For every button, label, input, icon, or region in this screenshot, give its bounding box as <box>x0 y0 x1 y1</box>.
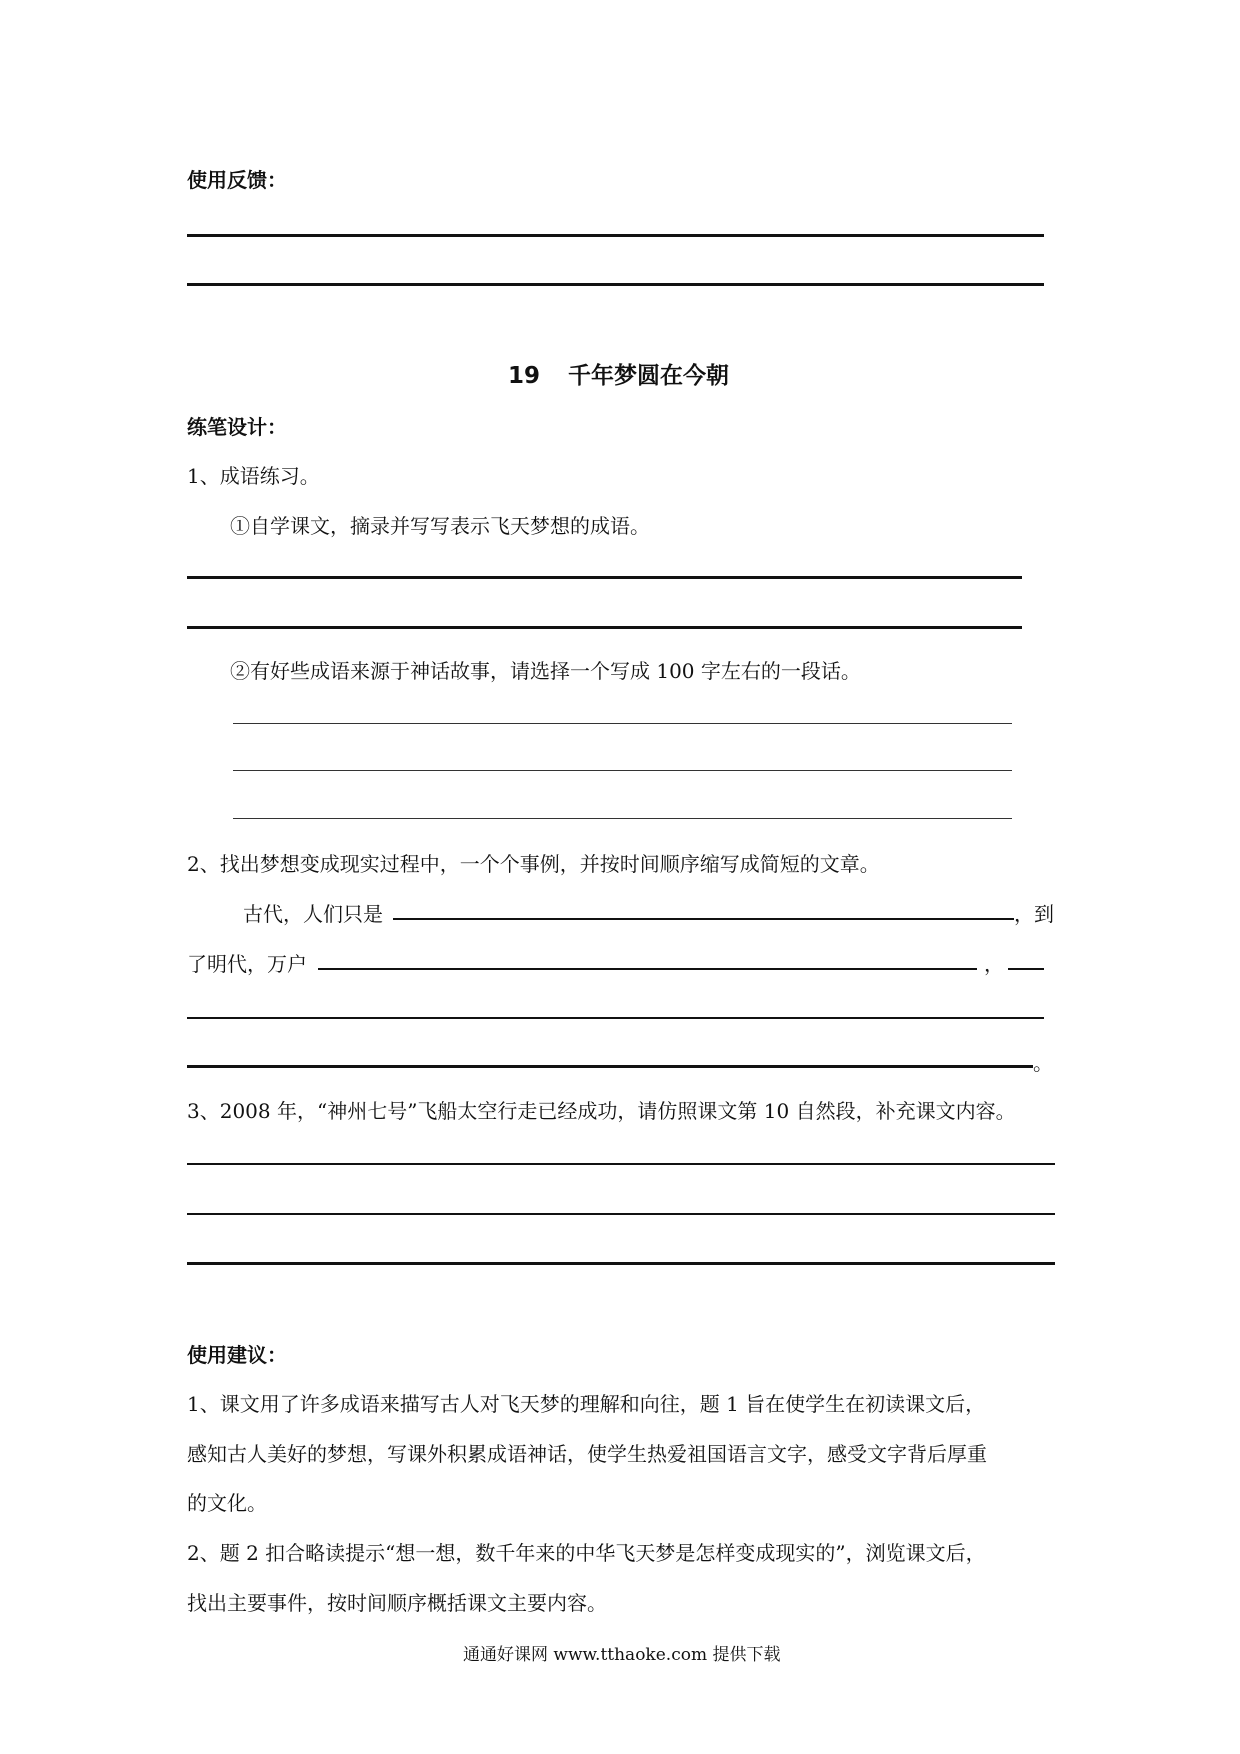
q2-fill-line-4 <box>187 1065 1033 1068</box>
q1a-text: ①自学课文，摘录并写写表示飞天梦想的成语。 <box>230 514 650 538</box>
q3-label: 3、2008 年，“神州七号”飞船太空行走已经成功，请仿照课文第 10 自然段，补充课文内容。 <box>187 1099 1016 1123</box>
feedback-line-2 <box>187 283 1044 286</box>
q2-line1-start: 古代，人们只是 <box>243 902 383 926</box>
q2-label: 2、找出梦想变成现实过程中，一个个事例，并按时间顺序缩写成简短的文章。 <box>187 852 880 876</box>
lesson-number: 19 <box>508 363 541 389</box>
feedback-line-1 <box>187 234 1044 237</box>
practice-heading: 练笔设计： <box>187 415 287 439</box>
q1b-line-2 <box>233 770 1012 771</box>
q2-fill-line-3 <box>187 1017 1044 1019</box>
suggestion-1-line-1: 1、课文用了许多成语来描写古人对飞天梦的理解和向往，题 1 旨在使学生在初读课文后， <box>187 1392 986 1416</box>
q1a-line-2 <box>187 626 1022 629</box>
suggestion-1-line-3: 的文化。 <box>187 1491 267 1515</box>
q3-line-2 <box>187 1213 1055 1215</box>
q1a-line-1 <box>187 576 1022 579</box>
q2-fill-line-2 <box>318 968 977 970</box>
lesson-title-text: 千年梦圆在今朝 <box>568 363 730 389</box>
q1b-line-1 <box>233 723 1012 724</box>
q3-line-3 <box>187 1262 1055 1265</box>
q1-label: 1、成语练习。 <box>187 464 320 488</box>
feedback-heading: 使用反馈： <box>187 168 287 192</box>
page-footer: 通通好课网 www.tthaoke.com 提供下载 <box>463 1645 781 1665</box>
q2-line2-end: ， <box>984 952 1004 976</box>
suggestions-heading: 使用建议： <box>187 1343 287 1367</box>
q1b-line-3 <box>233 818 1012 819</box>
suggestion-2-line-2: 找出主要事件，按时间顺序概括课文主要内容。 <box>187 1591 607 1615</box>
suggestion-1-line-2: 感知古人美好的梦想，写课外积累成语神话，使学生热爱祖国语言文字，感受文字背后厚重 <box>187 1442 987 1466</box>
q2-end-mark: 。 <box>1033 1051 1053 1075</box>
q3-line-1 <box>187 1163 1055 1165</box>
q2-line2-start: 了明代，万户 <box>187 952 307 976</box>
q1b-text: ②有好些成语来源于神话故事，请选择一个写成 100 字左右的一段话。 <box>230 659 861 683</box>
q2-line1-end: ，到 <box>1014 902 1054 926</box>
q2-fill-line-2b <box>1008 968 1044 970</box>
suggestion-2-line-1: 2、题 2 扣合略读提示“想一想，数千年来的中华飞天梦是怎样变成现实的”，浏览课文后， <box>187 1541 986 1565</box>
lesson-title <box>508 357 729 390</box>
q2-fill-line-1 <box>393 918 1014 920</box>
